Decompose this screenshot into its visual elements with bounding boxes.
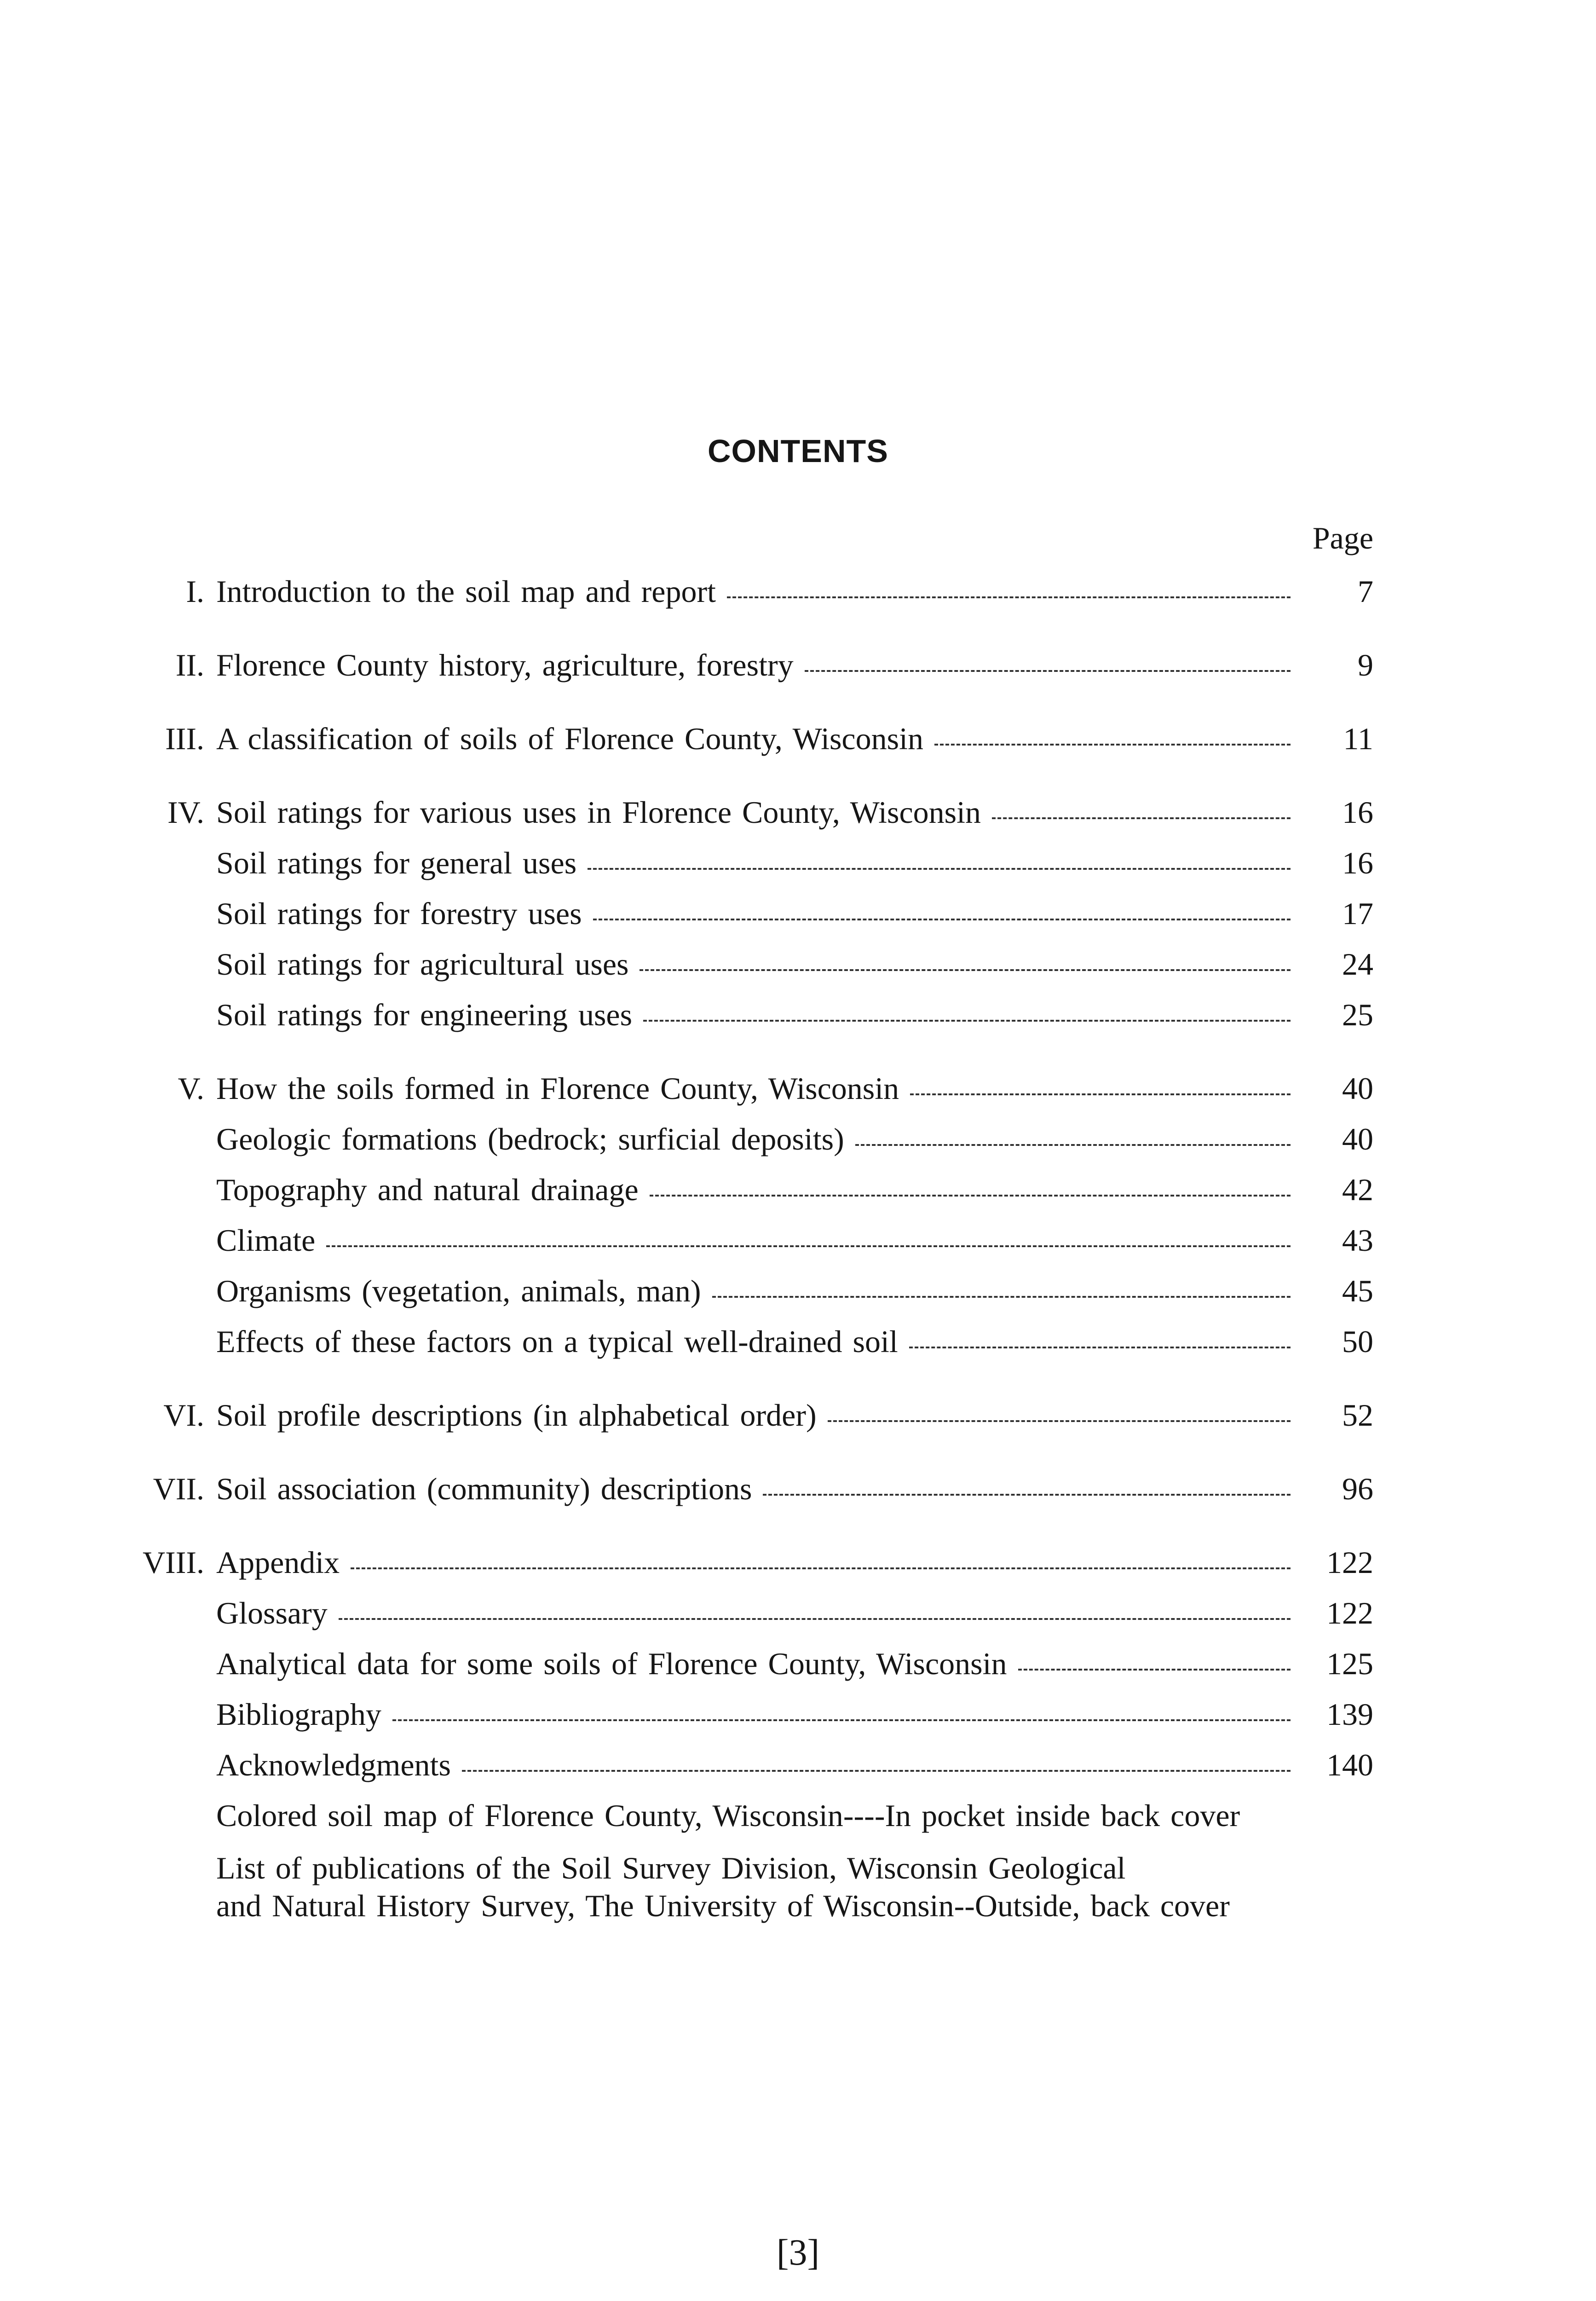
page-number: 139: [1326, 1697, 1373, 1732]
page-title: CONTENTS: [708, 433, 888, 469]
subsection-label: Glossary: [216, 1596, 328, 1630]
dot-leader: [855, 1144, 1291, 1146]
toc-subentry: [101, 1588, 1373, 1638]
dot-leader: [640, 969, 1291, 971]
page-number: 122: [1326, 1596, 1373, 1630]
subsection-label: Soil ratings for general uses: [216, 845, 577, 880]
dot-leader: [462, 1770, 1291, 1772]
toc-subentry: [101, 1266, 1373, 1316]
page-number: 9: [1358, 648, 1373, 682]
section-number: V.: [178, 1071, 204, 1106]
section-number: VIII.: [142, 1545, 204, 1580]
page-number: 25: [1342, 997, 1373, 1032]
page-number: 42: [1342, 1172, 1373, 1207]
subsection-label: Acknowledgments: [216, 1747, 451, 1782]
toc-entry-section-4: [101, 787, 1373, 838]
dot-leader: [828, 1420, 1291, 1422]
toc-entry-section-7: [101, 1463, 1373, 1514]
toc-entry-colored-map: [101, 1790, 1373, 1841]
dot-leader: [805, 670, 1291, 672]
section-label: Florence County history, agriculture, forestry: [216, 648, 794, 682]
section-label: Soil ratings for various uses in Florence County, Wisconsin: [216, 795, 981, 830]
colored-map-text: Colored soil map of Florence County, Wisconsin----In pocket inside back cover: [216, 1798, 1240, 1833]
section-number: VI.: [163, 1398, 204, 1433]
toc-subentry: [101, 939, 1373, 989]
page-number: 122: [1326, 1545, 1373, 1580]
subsection-label: Soil ratings for agricultural uses: [216, 947, 629, 982]
section-number: IV.: [167, 795, 204, 830]
subsection-label: Analytical data for some soils of Florence County, Wisconsin: [216, 1646, 1007, 1681]
publications-line-2: and Natural History Survey, The University of Wisconsin--Outside, back cover: [216, 1888, 1230, 1923]
page-column-header: Page: [1312, 520, 1373, 555]
dot-leader: [763, 1494, 1291, 1496]
toc-subentry: [101, 888, 1373, 939]
subsection-label: Geologic formations (bedrock; surficial deposits): [216, 1122, 844, 1156]
page-number: 52: [1342, 1398, 1373, 1433]
toc-entry-section-5: [101, 1063, 1373, 1114]
toc-entry-section-8: [101, 1537, 1373, 1588]
section-label: Soil association (community) descriptions: [216, 1471, 752, 1506]
section-label: Introduction to the soil map and report: [216, 574, 716, 609]
dot-leader: [650, 1195, 1291, 1197]
dot-leader: [593, 919, 1291, 920]
page-number: 11: [1343, 721, 1373, 756]
subsection-label: Topography and natural drainage: [216, 1172, 639, 1207]
section-number: I.: [186, 574, 204, 609]
subsection-label: Soil ratings for engineering uses: [216, 997, 633, 1032]
section-label: A classification of soils of Florence County, Wisconsin: [216, 721, 923, 756]
table-of-contents: [101, 566, 1373, 1925]
dot-leader: [909, 1347, 1291, 1348]
dot-leader: [643, 1020, 1291, 1022]
page-number: 16: [1342, 795, 1373, 830]
page-number: 125: [1326, 1646, 1373, 1681]
page-number: 140: [1326, 1747, 1373, 1782]
dot-leader: [727, 596, 1291, 598]
subsection-label: Effects of these factors on a typical well-drained soil: [216, 1324, 898, 1359]
dot-leader: [934, 744, 1291, 746]
dot-leader: [326, 1245, 1291, 1247]
toc-subentry: [101, 838, 1373, 888]
section-number: VII.: [153, 1471, 204, 1506]
section-number: II.: [175, 648, 204, 682]
dot-leader: [392, 1719, 1291, 1721]
page-number: 17: [1342, 896, 1373, 931]
toc-subentry: [101, 1114, 1373, 1164]
toc-entry-section-6: [101, 1390, 1373, 1440]
toc-entry-section-3: [101, 713, 1373, 764]
dot-leader: [910, 1093, 1291, 1095]
toc-entry-publications: [101, 1849, 1373, 1925]
subsection-label: Organisms (vegetation, animals, man): [216, 1273, 701, 1308]
section-number: III.: [165, 721, 204, 756]
publications-line-1: List of publications of the Soil Survey Division, Wisconsin Geological: [216, 1850, 1126, 1885]
page-number: 45: [1342, 1273, 1373, 1308]
page-number: 40: [1342, 1071, 1373, 1106]
page-number: 40: [1342, 1122, 1373, 1156]
page-number: 16: [1342, 845, 1373, 880]
page-number: 43: [1342, 1223, 1373, 1258]
toc-entry-section-2: [101, 640, 1373, 690]
page-number: 50: [1342, 1324, 1373, 1359]
page-number: 7: [1358, 574, 1373, 609]
section-label: Soil profile descriptions (in alphabetical order): [216, 1398, 817, 1433]
dot-leader: [1018, 1669, 1291, 1671]
toc-subentry: [101, 1215, 1373, 1266]
dot-leader: [588, 868, 1291, 870]
toc-subentry: [101, 1638, 1373, 1689]
subsection-label: Bibliography: [216, 1697, 381, 1732]
page-number: 24: [1342, 947, 1373, 982]
subsection-label: Climate: [216, 1223, 316, 1258]
toc-subentry: [101, 1164, 1373, 1215]
toc-subentry: [101, 989, 1373, 1040]
section-label: How the soils formed in Florence County, Wisconsin: [216, 1071, 899, 1106]
dot-leader: [992, 817, 1291, 819]
toc-subentry: [101, 1689, 1373, 1740]
toc-subentry: [101, 1740, 1373, 1790]
dot-leader: [351, 1567, 1291, 1569]
toc-entry-section-1: [101, 566, 1373, 617]
toc-subentry: [101, 1316, 1373, 1367]
page-folio: [3]: [776, 2232, 820, 2273]
page-number: 96: [1342, 1471, 1373, 1506]
dot-leader: [339, 1618, 1291, 1620]
section-label: Appendix: [216, 1545, 340, 1580]
dot-leader: [712, 1296, 1291, 1298]
subsection-label: Soil ratings for forestry uses: [216, 896, 582, 931]
